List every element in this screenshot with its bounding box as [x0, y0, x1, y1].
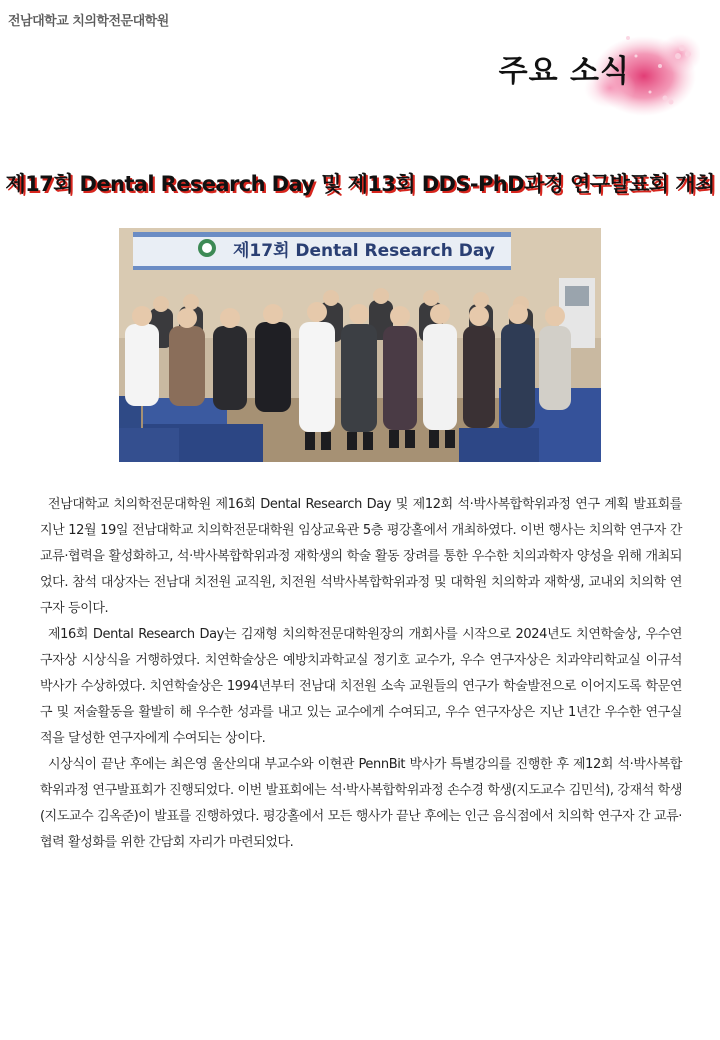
article-headline: 제17회 Dental Research Day 및 제13회 DDS-PhD과정 연구발표회 개최: [5, 172, 715, 196]
article-paragraph: 전남대학교 치의학전문대학원 제16회 Dental Research Day 및 제12회 석·박사복합학위과정 연구 계획 발표회를 지난 12월 19일 전남대학교 치의학전문대학원 임상교육관 5층 평강홀에서 개최하였다. 이번 행사는 치의학 연구자 간 교류·협력을 활성화하고, 석·박사복합학위과정 재학생의 학술 활동 장려를 통한 우수한 치의과학자 양성을 위해 개최되었다. 참석 대상자는 전남대 치전원 교직원, 치전원 석박사복합학위과정 및 대학원 치의학과 재학생, 교내외 치의학 연구자 등이다.: [40, 497, 682, 616]
article-paragraph: 제16회 Dental Research Day는 김재형 치의학전문대학원장의 개회사를 시작으로 2024년도 치연학술상, 우수연구자상 시상식을 거행하였다. 치연학술상은 예방치과학교실 정기호 교수가, 우수 연구자상은 치과약리학교실 이규석 박사가 수상하였다. 치연학술상은 1994년부터 전남대 치전원 소속 교원들의 연구가 학술발전으로 이어지도록 학문연구 및 저술활동을 활발히 해 우수한 성과를 내고 있는 교수에게 수여되고, 우수 연구자상은 지난 1년간 우수한 연구실적을 달성한 연구자에게 수여되는 상이다.: [40, 627, 682, 746]
section-title: 주요 소식: [498, 54, 630, 89]
photo-banner-title: 제17회 Dental Research Day: [233, 241, 495, 261]
section-header: [480, 26, 700, 126]
article-paragraph: 시상식이 끝난 후에는 최은영 울산의대 부교수와 이현관 PennBit 박사가 특별강의를 진행한 후 제12회 석·박사복합학위과정 연구발표회가 진행되었다. 이번 발표회에는 석·박사복합학위과정 손수경 학생(지도교수 김민석), 강재석 학생(지도교수 김옥준)이 발표를 진행하였다. 평강홀에서 모든 행사가 끝난 후에는 인근 음식점에서 치의학 연구자 간 교류·협력 활성화를 위한 간담회 자리가 마련되었다.: [40, 757, 682, 850]
article-body: [40, 492, 682, 856]
group-photo-illustration: [119, 228, 601, 462]
header-org-name: 전남대학교 치의학전문대학원: [8, 14, 169, 29]
event-group-photo: [119, 228, 601, 462]
